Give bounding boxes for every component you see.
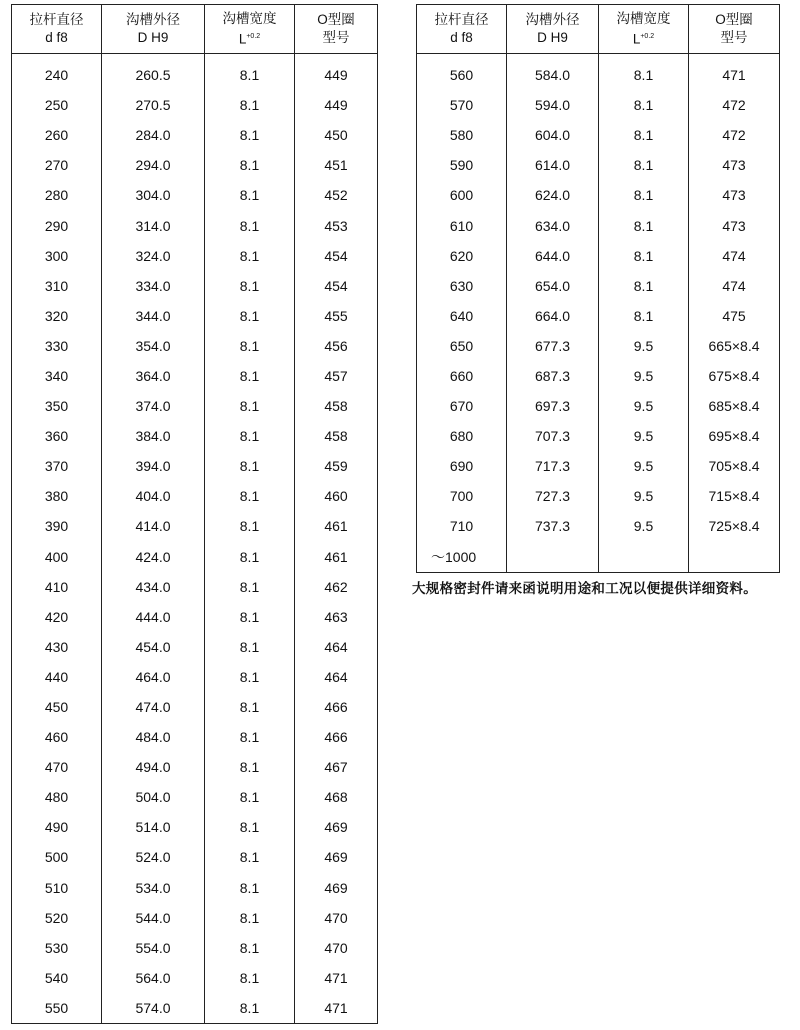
table-cell: 737.3: [507, 511, 599, 541]
table-cell: 554.0: [102, 933, 205, 963]
table-cell: 8.1: [599, 241, 689, 271]
table-cell: [507, 542, 599, 573]
table-cell: 466: [295, 692, 378, 722]
table-cell: 584.0: [507, 54, 599, 91]
table-row: [12, 632, 378, 662]
table-cell: 564.0: [102, 963, 205, 993]
table-cell: 461: [295, 511, 378, 541]
table-cell: 384.0: [102, 421, 205, 451]
table-row: [417, 210, 780, 240]
table-cell: 300: [12, 241, 102, 271]
header-groove-width: 沟槽宽度 $L^{+0.2}$: [599, 5, 689, 54]
table-cell: 461: [295, 542, 378, 572]
table-cell: 8.1: [205, 572, 295, 602]
table-cell: 9.5: [599, 421, 689, 451]
table-cell: 8.1: [205, 361, 295, 391]
table-cell: 524.0: [102, 842, 205, 872]
table-row: [12, 210, 378, 240]
table-cell: 8.1: [205, 511, 295, 541]
table-cell: 471: [295, 963, 378, 993]
table-cell: 451: [295, 150, 378, 180]
table-row: [12, 331, 378, 361]
table-cell: 9.5: [599, 451, 689, 481]
footnote: 大规格密封件请来函说明用途和工况以便提供详细资料。: [412, 581, 757, 597]
header-groove-outer: 沟槽外径 D H9: [507, 5, 599, 54]
table-cell: 457: [295, 361, 378, 391]
table-cell: 466: [295, 722, 378, 752]
table-cell: 414.0: [102, 511, 205, 541]
table-cell: 8.1: [205, 963, 295, 993]
table-cell: 475: [689, 301, 780, 331]
table-cell: 654.0: [507, 271, 599, 301]
table-cell: 334.0: [102, 271, 205, 301]
table-cell: 473: [689, 210, 780, 240]
table-cell: 370: [12, 451, 102, 481]
table-cell: 474: [689, 241, 780, 271]
table-body: [12, 54, 378, 1024]
header-rod-diameter: 拉杆直径 d f8: [12, 5, 102, 54]
table-cell: 8.1: [205, 241, 295, 271]
table-cell: 8.1: [205, 873, 295, 903]
table-cell: 705×8.4: [689, 451, 780, 481]
table-cell: 8.1: [205, 301, 295, 331]
table-cell: 284.0: [102, 120, 205, 150]
table-cell: 474.0: [102, 692, 205, 722]
table-cell: 434.0: [102, 572, 205, 602]
table-row: [417, 271, 780, 301]
table-cell: 540: [12, 963, 102, 993]
table-row: [417, 90, 780, 120]
table-cell: 8.1: [599, 271, 689, 301]
table-cell: 473: [689, 180, 780, 210]
table-cell: 610: [417, 210, 507, 240]
table-cell: 715×8.4: [689, 481, 780, 511]
table-row: [12, 361, 378, 391]
table-row: [417, 451, 780, 481]
table-cell: 8.1: [205, 331, 295, 361]
table-cell: 710: [417, 511, 507, 541]
table-cell: 469: [295, 873, 378, 903]
table-cell: 9.5: [599, 391, 689, 421]
table-cell: 463: [295, 602, 378, 632]
table-cell: 380: [12, 481, 102, 511]
table-cell: 620: [417, 241, 507, 271]
table-cell: 424.0: [102, 542, 205, 572]
table-row: [12, 271, 378, 301]
table-cell: 634.0: [507, 210, 599, 240]
table-cell: 456: [295, 331, 378, 361]
table-cell: 8.1: [205, 602, 295, 632]
table-cell: 8.1: [599, 210, 689, 240]
table-cell: 470: [295, 933, 378, 963]
table-cell: 474: [689, 271, 780, 301]
table-cell: 8.1: [205, 632, 295, 662]
table-cell: 8.1: [205, 812, 295, 842]
table-cell: 454.0: [102, 632, 205, 662]
table-cell: 725×8.4: [689, 511, 780, 541]
table-cell: [689, 542, 780, 573]
table-cell: 8.1: [205, 481, 295, 511]
table-cell: 354.0: [102, 331, 205, 361]
table-row: [417, 511, 780, 541]
table-cell: 614.0: [507, 150, 599, 180]
table-cell: 550: [12, 993, 102, 1024]
table-cell: 469: [295, 812, 378, 842]
table-cell: 580: [417, 120, 507, 150]
table-cell: 8.1: [205, 391, 295, 421]
table-cell: 8.1: [205, 903, 295, 933]
table-cell: 8.1: [205, 54, 295, 91]
table-cell: 697.3: [507, 391, 599, 421]
table-cell: 454: [295, 271, 378, 301]
table-cell: 660: [417, 361, 507, 391]
table-cell: 640: [417, 301, 507, 331]
table-row: [417, 54, 780, 91]
table-cell: 8.1: [205, 271, 295, 301]
table-cell: 450: [295, 120, 378, 150]
table-cell: 650: [417, 331, 507, 361]
table-cell: 480: [12, 782, 102, 812]
table-cell: 644.0: [507, 241, 599, 271]
table-cell: 471: [295, 993, 378, 1024]
table-row: [12, 752, 378, 782]
table-cell: 9.5: [599, 361, 689, 391]
table-cell: 270.5: [102, 90, 205, 120]
table-cell: 8.1: [205, 120, 295, 150]
header-groove-width: 沟槽宽度 $L^{+0.2}$: [205, 5, 295, 54]
table-cell: 260: [12, 120, 102, 150]
header-rod-diameter: 拉杆直径 d f8: [417, 5, 507, 54]
table-row: [12, 692, 378, 722]
table-row: [12, 602, 378, 632]
table-cell: 574.0: [102, 993, 205, 1024]
table-cell: 458: [295, 391, 378, 421]
table-cell: 570: [417, 90, 507, 120]
table-cell: 290: [12, 210, 102, 240]
table-cell: 8.1: [599, 120, 689, 150]
table-cell: 440: [12, 662, 102, 692]
table-row: [12, 842, 378, 872]
table-cell: 469: [295, 842, 378, 872]
table-cell: 468: [295, 782, 378, 812]
table-cell: 472: [689, 120, 780, 150]
table-row: [417, 301, 780, 331]
table-cell: 310: [12, 271, 102, 301]
table-row: [417, 542, 780, 573]
table-cell: 500: [12, 842, 102, 872]
table-cell: 8.1: [599, 150, 689, 180]
table-cell: 460: [295, 481, 378, 511]
table-cell: ～1000: [417, 542, 507, 573]
table-row: [12, 301, 378, 331]
table-cell: 514.0: [102, 812, 205, 842]
table-row: [12, 662, 378, 692]
table-row: [12, 903, 378, 933]
table-header-row: [417, 5, 780, 54]
table-cell: 250: [12, 90, 102, 120]
header-groove-outer: 沟槽外径 D H9: [102, 5, 205, 54]
table-row: [12, 542, 378, 572]
table-cell: 404.0: [102, 481, 205, 511]
table-cell: 680: [417, 421, 507, 451]
table-cell: 700: [417, 481, 507, 511]
header-oring: O型圈 型号: [295, 5, 378, 54]
table-cell: 280: [12, 180, 102, 210]
table-row: [12, 150, 378, 180]
table-cell: 444.0: [102, 602, 205, 632]
table-cell: 330: [12, 331, 102, 361]
table-cell: 458: [295, 421, 378, 451]
table-row: [417, 180, 780, 210]
table-row: [12, 722, 378, 752]
table-cell: 665×8.4: [689, 331, 780, 361]
table-cell: 484.0: [102, 722, 205, 752]
table-cell: 260.5: [102, 54, 205, 91]
table-cell: 394.0: [102, 451, 205, 481]
table-row: [12, 391, 378, 421]
table-cell: 8.1: [205, 842, 295, 872]
table-cell: 727.3: [507, 481, 599, 511]
table-cell: 8.1: [205, 421, 295, 451]
table-cell: 460: [12, 722, 102, 752]
table-row: [12, 241, 378, 271]
table-body: [417, 54, 780, 573]
table-header-row: [12, 5, 378, 54]
table-cell: 8.1: [205, 180, 295, 210]
table-row: [12, 782, 378, 812]
table-cell: 630: [417, 271, 507, 301]
table-cell: 510: [12, 873, 102, 903]
table-cell: 8.1: [205, 662, 295, 692]
table-row: [12, 54, 378, 91]
table-cell: 470: [12, 752, 102, 782]
table-cell: 8.1: [205, 451, 295, 481]
table-cell: [599, 542, 689, 573]
table-cell: 707.3: [507, 421, 599, 451]
table-cell: 240: [12, 54, 102, 91]
table-row: [417, 331, 780, 361]
table-cell: 420: [12, 602, 102, 632]
table-cell: 464.0: [102, 662, 205, 692]
table-row: [417, 241, 780, 271]
table-cell: 677.3: [507, 331, 599, 361]
table-row: [12, 933, 378, 963]
table-cell: 8.1: [599, 54, 689, 91]
table-row: [12, 481, 378, 511]
table-row: [12, 963, 378, 993]
groove-table-left: [11, 4, 378, 1024]
table-cell: 364.0: [102, 361, 205, 391]
table-cell: 473: [689, 150, 780, 180]
table-cell: 590: [417, 150, 507, 180]
table-cell: 675×8.4: [689, 361, 780, 391]
table-row: [12, 120, 378, 150]
table-cell: 624.0: [507, 180, 599, 210]
table-cell: 472: [689, 90, 780, 120]
table-cell: 8.1: [599, 301, 689, 331]
table-cell: 454: [295, 241, 378, 271]
table-cell: 717.3: [507, 451, 599, 481]
table-cell: 494.0: [102, 752, 205, 782]
table-cell: 304.0: [102, 180, 205, 210]
table-row: [12, 511, 378, 541]
table-row: [417, 421, 780, 451]
table-cell: 504.0: [102, 782, 205, 812]
table-cell: 8.1: [205, 542, 295, 572]
table-cell: 360: [12, 421, 102, 451]
table-cell: 664.0: [507, 301, 599, 331]
table-row: [417, 150, 780, 180]
table-row: [417, 481, 780, 511]
table-cell: 294.0: [102, 150, 205, 180]
table-cell: 467: [295, 752, 378, 782]
table-cell: 530: [12, 933, 102, 963]
table-cell: 340: [12, 361, 102, 391]
table-row: [12, 572, 378, 602]
table-cell: 8.1: [205, 993, 295, 1024]
table-row: [12, 993, 378, 1024]
table-cell: 8.1: [205, 692, 295, 722]
table-cell: 464: [295, 662, 378, 692]
table-cell: 600: [417, 180, 507, 210]
table-cell: 410: [12, 572, 102, 602]
table-row: [12, 812, 378, 842]
table-cell: 670: [417, 391, 507, 421]
table-row: [417, 120, 780, 150]
table-row: [12, 90, 378, 120]
table-cell: 324.0: [102, 241, 205, 271]
table-cell: 344.0: [102, 301, 205, 331]
table-cell: 314.0: [102, 210, 205, 240]
table-cell: 8.1: [205, 210, 295, 240]
table-cell: 8.1: [205, 782, 295, 812]
table-cell: 453: [295, 210, 378, 240]
table-row: [12, 180, 378, 210]
table-cell: 459: [295, 451, 378, 481]
table-cell: 9.5: [599, 331, 689, 361]
table-row: [417, 361, 780, 391]
table-cell: 450: [12, 692, 102, 722]
table-cell: 490: [12, 812, 102, 842]
table-row: [12, 873, 378, 903]
table-cell: 449: [295, 54, 378, 91]
table-cell: 452: [295, 180, 378, 210]
table-cell: 8.1: [205, 752, 295, 782]
table-cell: 604.0: [507, 120, 599, 150]
table-row: [12, 421, 378, 451]
table-cell: 685×8.4: [689, 391, 780, 421]
table-cell: 9.5: [599, 481, 689, 511]
table-cell: 400: [12, 542, 102, 572]
table-cell: 544.0: [102, 903, 205, 933]
table-row: [417, 391, 780, 421]
table-cell: 8.1: [599, 180, 689, 210]
table-cell: 560: [417, 54, 507, 91]
table-cell: 270: [12, 150, 102, 180]
table-cell: 8.1: [205, 90, 295, 120]
table-cell: 8.1: [599, 90, 689, 120]
table-cell: 695×8.4: [689, 421, 780, 451]
table-cell: 390: [12, 511, 102, 541]
table-cell: 430: [12, 632, 102, 662]
table-cell: 374.0: [102, 391, 205, 421]
table-cell: 690: [417, 451, 507, 481]
table-cell: 350: [12, 391, 102, 421]
table-cell: 449: [295, 90, 378, 120]
table-cell: 320: [12, 301, 102, 331]
table-cell: 687.3: [507, 361, 599, 391]
table-cell: 464: [295, 632, 378, 662]
table-cell: 8.1: [205, 933, 295, 963]
header-oring: O型圈 型号: [689, 5, 780, 54]
groove-table-right: [416, 4, 780, 573]
table-row: [12, 451, 378, 481]
table-cell: 470: [295, 903, 378, 933]
table-cell: 594.0: [507, 90, 599, 120]
table-cell: 8.1: [205, 722, 295, 752]
table-cell: 471: [689, 54, 780, 91]
table-cell: 462: [295, 572, 378, 602]
table-cell: 520: [12, 903, 102, 933]
table-cell: 9.5: [599, 511, 689, 541]
table-cell: 455: [295, 301, 378, 331]
table-cell: 8.1: [205, 150, 295, 180]
table-cell: 534.0: [102, 873, 205, 903]
